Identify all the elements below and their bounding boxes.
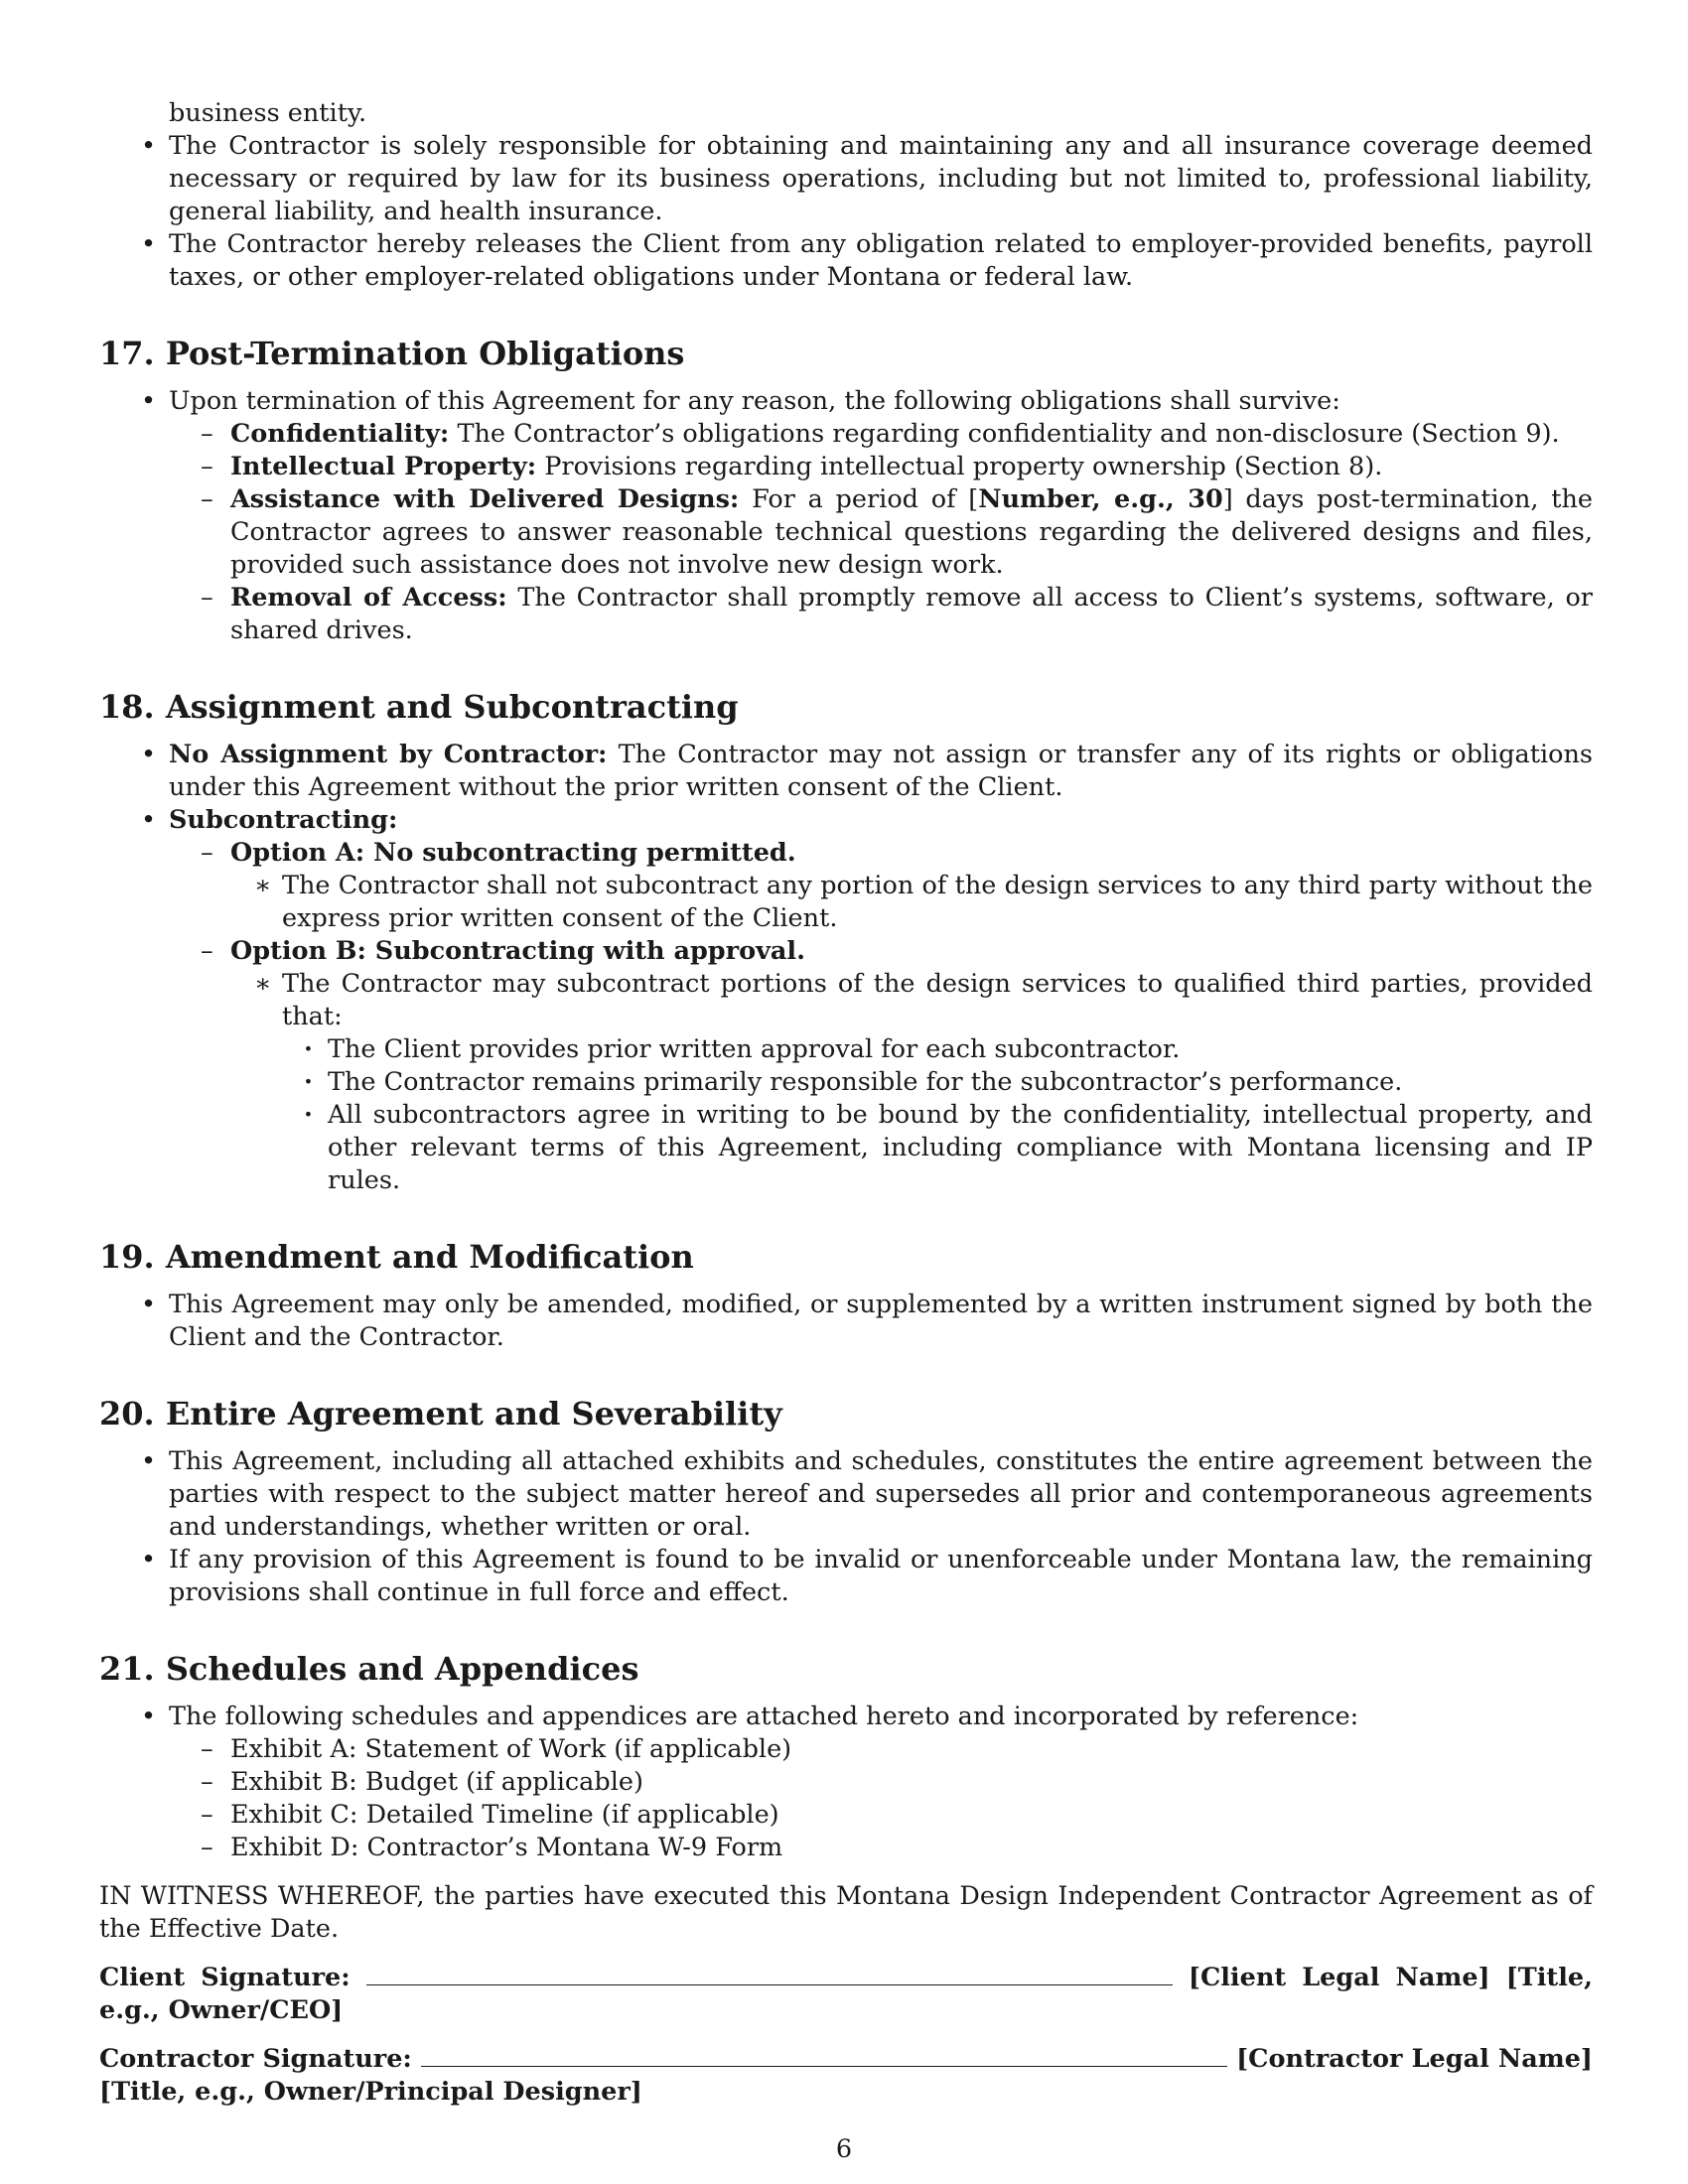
client-name-title: [Client Legal Name] [Title, e.g., Owner/CEO] bbox=[99, 1963, 1593, 2025]
list-item bbox=[230, 582, 1593, 647]
list-item bbox=[169, 385, 1593, 647]
list-item: • This Agreement, including all attached exhibits and schedules, constitutes the entire agreement between the parties with respect to the subject matter hereof and supersedes all prior and contemporaneous agreements and understandings, whether written or oral. bbox=[169, 1445, 1593, 1544]
contractor-name-title: [Contractor Legal Name] [Title, e.g., Owner/Principal Designer] bbox=[99, 2044, 1593, 2107]
document-page bbox=[99, 97, 1593, 2109]
section-18 bbox=[99, 687, 1593, 1197]
list-item: · All subcontractors agree in writing to be bound by the confidentiality, intellectual property, and other relevant terms of this Agreement, including compliance with Montana licensing and IP rules. bbox=[328, 1099, 1593, 1197]
list-item bbox=[169, 804, 1593, 1197]
section-20 bbox=[99, 1394, 1593, 1609]
placeholder-field: Number, e.g., 30 bbox=[978, 484, 1223, 514]
list-item bbox=[230, 451, 1593, 483]
item-text: The Contractor may not assign or transfer any of its rights or obligations under this Agreement without the prior written consent of the Client. bbox=[169, 740, 1594, 802]
item-text: The Contractor shall promptly remove all access to Client’s systems, software, or shared drives. bbox=[230, 583, 1593, 645]
item-label: Subcontracting: bbox=[169, 805, 398, 835]
item-label: Assistance with Delivered Designs: bbox=[230, 484, 740, 514]
list-item bbox=[169, 1701, 1593, 1864]
client-signature-block bbox=[99, 1962, 1593, 2027]
list-item bbox=[230, 837, 1593, 935]
section-heading: 17. Post-Termination Obligations bbox=[99, 335, 685, 372]
item-label: Confidentiality: bbox=[230, 419, 450, 449]
item-label: Removal of Access: bbox=[230, 583, 507, 613]
exhibit-item: – Exhibit D: Contractor’s Montana W-9 Form bbox=[230, 1832, 1593, 1864]
page-number: 6 bbox=[835, 2134, 853, 2164]
item-text: ] days post-termination, the Contractor agrees to answer reasonable technical questions regarding the delivered designs and files, provided such assistance does not involve new design work. bbox=[230, 484, 1594, 580]
witness-clause: IN WITNESS WHEREOF, the parties have executed this Montana Design Independent Contractor Agreement as of the Effective Date. bbox=[99, 1881, 1593, 1944]
continuation-text: business entity. bbox=[169, 98, 367, 128]
list-item: · The Client provides prior written approval for each subcontractor. bbox=[328, 1033, 1593, 1066]
exhibit-item: – Exhibit B: Budget (if applicable) bbox=[230, 1766, 1593, 1799]
option-a-label: Option A: No subcontracting permitted. bbox=[230, 838, 796, 868]
contractor-signature-label: Contractor Signature: bbox=[99, 2044, 412, 2074]
list-item: • The Contractor hereby releases the Client from any obligation related to employer-provided benefits, payroll taxes, or other employer-related obligations under Montana or federal law. bbox=[169, 228, 1593, 294]
section-heading: 20. Entire Agreement and Severability bbox=[99, 1395, 782, 1433]
section-heading: 19. Amendment and Modification bbox=[99, 1238, 694, 1276]
list-item-text: The Contractor may subcontract portions of the design services to qualified third parties, provided that: bbox=[282, 969, 1593, 1031]
contractor-signature-block bbox=[99, 2043, 1593, 2109]
section-heading: 18. Assignment and Subcontracting bbox=[99, 688, 739, 726]
item-text: For a period of [ bbox=[739, 484, 979, 514]
client-signature-line[interactable] bbox=[366, 1983, 1173, 1985]
option-b-label: Option B: Subcontracting with approval. bbox=[230, 936, 805, 966]
insurance-list bbox=[169, 130, 1593, 294]
list-item bbox=[230, 935, 1593, 1197]
item-label: Intellectual Property: bbox=[230, 452, 537, 481]
exhibit-item: – Exhibit A: Statement of Work (if applicable) bbox=[230, 1733, 1593, 1766]
list-item bbox=[230, 418, 1593, 451]
section-21 bbox=[99, 1649, 1593, 1864]
list-item: • This Agreement may only be amended, modified, or supplemented by a written instrument signed by both the Client and the Contractor. bbox=[169, 1289, 1593, 1354]
list-item-text: The following schedules and appendices are attached hereto and incorporated by reference: bbox=[169, 1702, 1359, 1731]
list-item: ∗ The Contractor shall not subcontract any portion of the design services to any third party without the express prior written consent of the Client. bbox=[282, 870, 1593, 935]
section-19 bbox=[99, 1237, 1593, 1354]
item-text: Provisions regarding intellectual property ownership (Section 8). bbox=[536, 452, 1383, 481]
exhibit-item: – Exhibit C: Detailed Timeline (if applicable) bbox=[230, 1799, 1593, 1832]
item-text: The Contractor’s obligations regarding confidentiality and non-disclosure (Section 9). bbox=[449, 419, 1560, 449]
item-label: No Assignment by Contractor: bbox=[169, 740, 608, 769]
list-item bbox=[169, 739, 1593, 804]
section-17 bbox=[99, 334, 1593, 647]
list-item-text: Upon termination of this Agreement for any reason, the following obligations shall survive: bbox=[169, 386, 1340, 416]
list-item: • The Contractor is solely responsible for obtaining and maintaining any and all insurance coverage deemed necessary or required by law for its business operations, including but not limited to, professional liability, general liability, and health insurance. bbox=[169, 130, 1593, 228]
list-item: · The Contractor remains primarily responsible for the subcontractor’s performance. bbox=[328, 1066, 1593, 1099]
list-item: • If any provision of this Agreement is found to be invalid or unenforceable under Montana law, the remaining provisions shall continue in full force and effect. bbox=[169, 1544, 1593, 1609]
list-item bbox=[282, 968, 1593, 1197]
list-item bbox=[230, 483, 1593, 582]
contractor-signature-line[interactable] bbox=[421, 2065, 1227, 2067]
section-heading: 21. Schedules and Appendices bbox=[99, 1650, 639, 1688]
client-signature-label: Client Signature: bbox=[99, 1963, 351, 1992]
